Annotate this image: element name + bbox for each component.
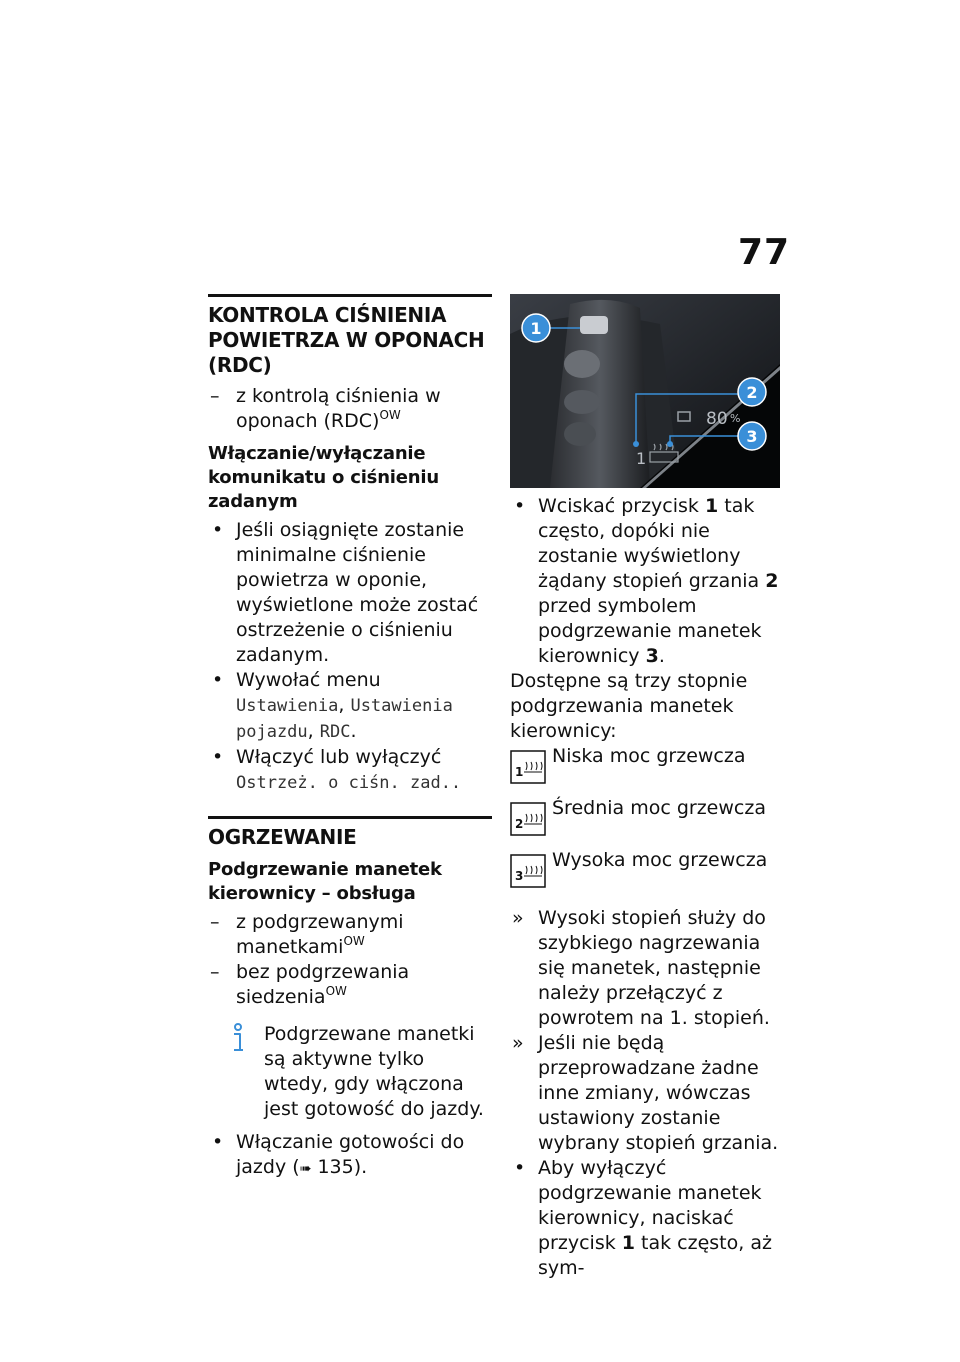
condition-rdc bbox=[208, 384, 492, 434]
section-rule bbox=[208, 294, 492, 297]
bullet-ride-ready-text: Włączanie gotowości do jazdy ( bbox=[236, 1131, 465, 1178]
callout-1: 1 bbox=[530, 319, 542, 338]
svg-text:3: 3 bbox=[515, 869, 524, 883]
display-percent-sign: % bbox=[730, 412, 741, 425]
bullet-turn-off bbox=[510, 1156, 782, 1281]
callout-2: 2 bbox=[746, 383, 758, 402]
ow-marker: OW bbox=[325, 984, 347, 998]
bullet-toggle-warning bbox=[208, 745, 492, 796]
bp-mid2: przed symbolem podgrzewanie manetek kierownicy bbox=[538, 595, 762, 667]
menu-rdc: RDC bbox=[319, 722, 351, 742]
condition-no-seat-heating-text: bez podgrzewania siedzenia bbox=[236, 961, 410, 1008]
condition-heated-grips-text: z podgrzewanymi manetkami bbox=[236, 911, 404, 958]
condition-rdc-text: z kontrolą ciśnienia w oponach (RDC) bbox=[236, 385, 441, 432]
section-title-rdc: KONTROLA CIŚNIENIA POWIETRZA W OPONACH (RDC) bbox=[208, 303, 485, 377]
bullet-pressure-info: • Jeśli osiągnięte zostanie minimalne ciśnienie powietrza w oponie, wyświetlone może zostać ostrzeżenie o ciśnieniu zadanym. bbox=[208, 518, 492, 668]
callout-3: 3 bbox=[746, 427, 758, 446]
bp-ref3: 3 bbox=[645, 645, 659, 667]
result-no-changes: » Jeśli nie będą przeprowadzane żadne inne zmiany, wówczas ustawiony zostanie wybrany stopień grzania. bbox=[510, 1031, 782, 1156]
condition-no-seat-heating bbox=[208, 960, 492, 1010]
heat-level-2-icon bbox=[510, 802, 546, 836]
info-icon bbox=[224, 1022, 252, 1056]
ow-marker: OW bbox=[343, 934, 365, 948]
bp-mid: tak często, dopóki nie zostanie wyświetlony żądany stopień grzania bbox=[538, 495, 766, 592]
bp-pre: Wciskać przycisk bbox=[538, 495, 705, 517]
display-level: 1 bbox=[636, 449, 647, 468]
bullet-ride-ready-end: ). bbox=[353, 1156, 368, 1178]
subsection-title-grip-heating: Podgrzewanie manetek kierownicy – obsługa bbox=[208, 859, 442, 904]
bt-ref1: 1 bbox=[621, 1232, 635, 1254]
bullet-menu-path: • Wywołać menu Ustawienia, Ustawienia pojazdu, RDC. bbox=[208, 668, 492, 745]
bp-end: . bbox=[658, 645, 665, 667]
left-column bbox=[208, 294, 492, 1182]
bp-ref1: 1 bbox=[704, 495, 719, 517]
page-link-icon: ➠ bbox=[299, 1161, 312, 1177]
menu-pressure-warning: Ostrzeż. o ciśn. zad.. bbox=[236, 773, 462, 793]
callout-dot bbox=[633, 441, 639, 447]
condition-heated-grips bbox=[208, 910, 492, 960]
level-3-label: Wysoka moc grzewcza bbox=[552, 849, 768, 871]
heat-level-1-icon bbox=[510, 750, 546, 784]
bullet-menu-pre: Wywołać menu bbox=[236, 669, 381, 691]
levels-intro: Dostępne są trzy stopnie podgrzewania manetek kierownicy: bbox=[510, 670, 748, 742]
right-column bbox=[510, 294, 782, 1281]
level-row-2 bbox=[510, 796, 782, 848]
level-1-label: Niska moc grzewcza bbox=[552, 745, 746, 767]
display-percent: 80 bbox=[706, 409, 728, 429]
bt-end: tak często, aż sym- bbox=[538, 1232, 772, 1279]
page-number: 77 bbox=[738, 232, 791, 273]
svg-text:1: 1 bbox=[515, 765, 524, 779]
ow-marker: OW bbox=[379, 408, 401, 422]
handlebar-photo bbox=[510, 294, 780, 488]
svg-text:2: 2 bbox=[515, 817, 524, 831]
bp-ref2: 2 bbox=[765, 570, 779, 592]
result-high-level: » Wysoki stopień służy do szybkiego nagrzewania się manetek, następnie należy przełączyć z powrotem na 1. stopień. bbox=[510, 906, 782, 1031]
page-link[interactable]: 135 bbox=[317, 1156, 354, 1178]
section-rule bbox=[208, 816, 492, 819]
level-row-1 bbox=[510, 744, 782, 796]
info-note-body: Podgrzewane manetki są aktywne tylko wtedy, gdy włączona jest gotowość do jazdy. bbox=[264, 1023, 484, 1120]
subsection-title-pressure-warning: Włączanie/wyłączanie komunikatu o ciśnieniu zadanym bbox=[208, 443, 439, 512]
handlebar-illustration bbox=[510, 294, 780, 488]
button-highlight bbox=[580, 316, 608, 334]
bt-pre: Aby wyłączyć podgrzewanie manetek kierownicy, naciskać przycisk bbox=[538, 1157, 762, 1254]
callout-dot bbox=[667, 441, 673, 447]
bullet-press-button bbox=[510, 494, 782, 669]
level-2-label: Średnia moc grzewcza bbox=[552, 797, 766, 819]
section-title-heating: OGRZEWANIE bbox=[208, 825, 357, 849]
bullet-toggle-pre: Włączyć lub wyłączyć bbox=[236, 746, 442, 768]
bullet-ride-ready bbox=[208, 1130, 492, 1182]
level-row-3 bbox=[510, 848, 782, 900]
menu-settings: Ustawienia bbox=[236, 696, 339, 716]
heat-level-3-icon bbox=[510, 854, 546, 888]
menu-vehicle-settings: Ustawienia pojazdu bbox=[236, 696, 453, 742]
info-note bbox=[208, 1022, 492, 1122]
